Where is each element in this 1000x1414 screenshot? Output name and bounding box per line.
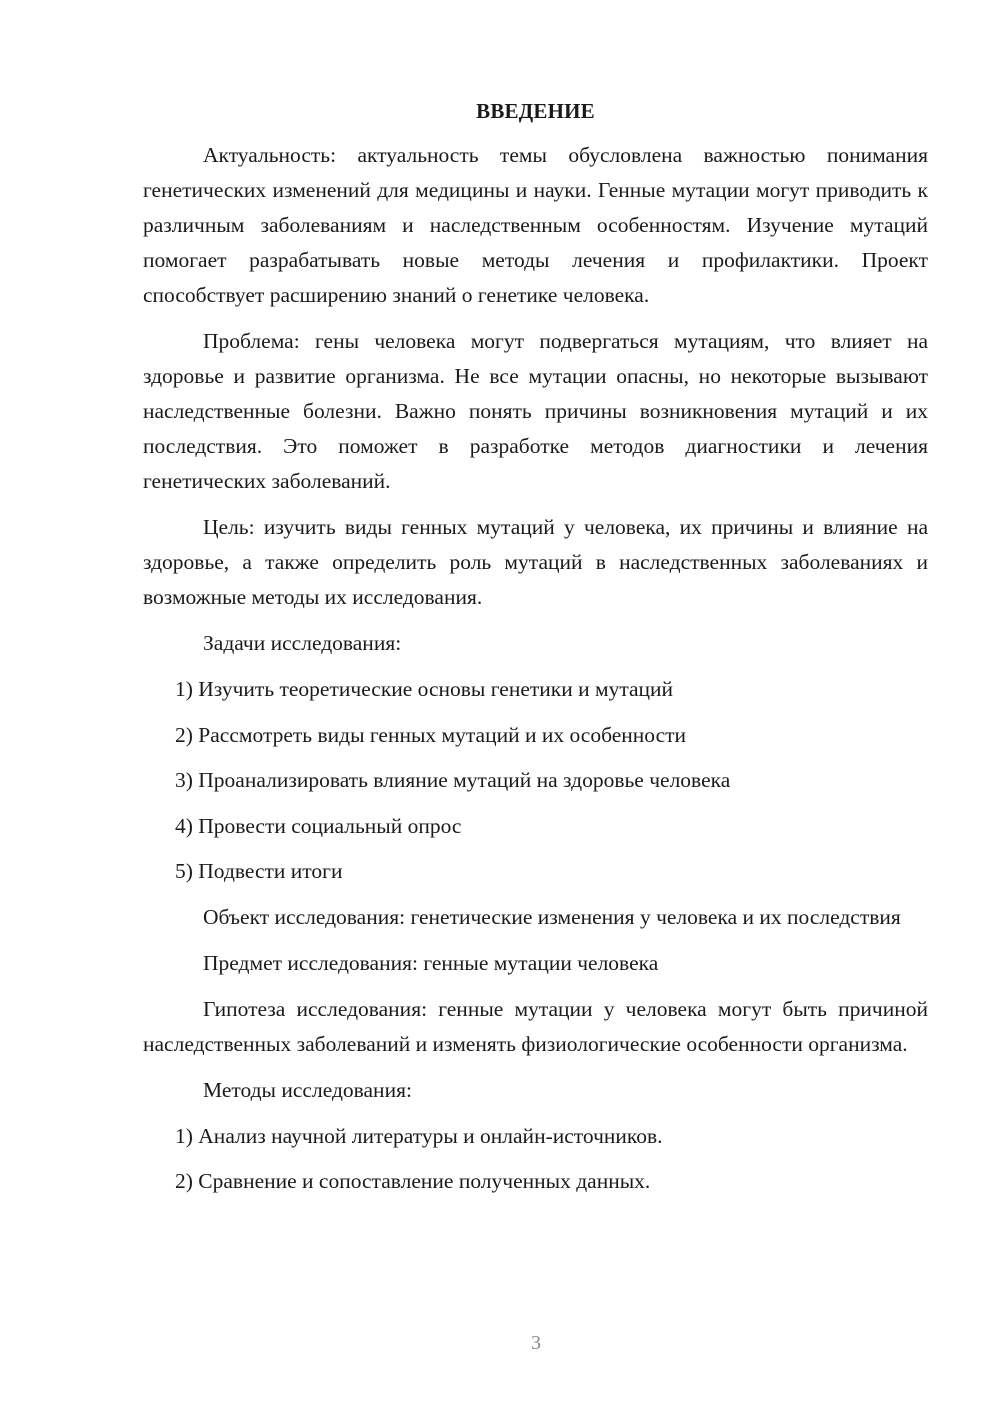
tasks-heading: Задачи исследования: [203, 631, 402, 655]
list-item: 3) Проанализировать влияние мутаций на здоровье человека [175, 768, 731, 792]
paragraph-problem: Проблема: гены человека могут подвергаться мутациям, что влияет на здоровье и развитие организма. Не все мутации опасны, но некоторые вызывают наследственные болезни. Важно понять причины возникновения мутаций и их последствия. Это поможет в разработке методов диагностики и лечения генетических заболеваний. [143, 329, 928, 493]
methods-list [143, 1119, 928, 1200]
section-title: ВВЕДЕНИЕ [476, 99, 595, 123]
tasks-list [143, 672, 928, 889]
list-item: 1) Анализ научной литературы и онлайн-источников. [175, 1123, 663, 1148]
page-number: 3 [531, 1332, 541, 1354]
page-content [143, 96, 928, 1210]
list-item: 2) Сравнение и сопоставление полученных данных. [175, 1169, 651, 1193]
paragraph-goal: Цель: изучить виды генных мутаций у человека, их причины и влияние на здоровье, а также определить роль мутаций в наследственных заболеваниях и возможные методы их исследования. [143, 515, 928, 609]
list-item: 2) Рассмотреть виды генных мутаций и их особенности [175, 722, 687, 747]
paragraph-relevance: Актуальность: актуальность темы обусловлена важностью понимания генетических изменений для медицины и науки. Генные мутации могут приводить к различным заболеваниям и наследственным особенностям. Изучение мутаций помогает разрабатывать новые методы лечения и профилактики. Проект способствует расширению знаний о генетике человека. [143, 143, 928, 307]
paragraph-subject: Предмет исследования: генные мутации человека [203, 950, 659, 975]
methods-heading: Методы исследования: [203, 1077, 412, 1102]
list-item: 4) Провести социальный опрос [175, 813, 462, 838]
paragraph-hypothesis: Гипотеза исследования: генные мутации у человека могут быть причиной наследственных заболеваний и изменять физиологические особенности организма. [143, 996, 928, 1056]
list-item: 5) Подвести итоги [175, 859, 343, 883]
paragraph-object: Объект исследования: генетические изменения у человека и их последствия [203, 904, 901, 929]
list-item: 1) Изучить теоретические основы генетики и мутаций [175, 677, 674, 701]
